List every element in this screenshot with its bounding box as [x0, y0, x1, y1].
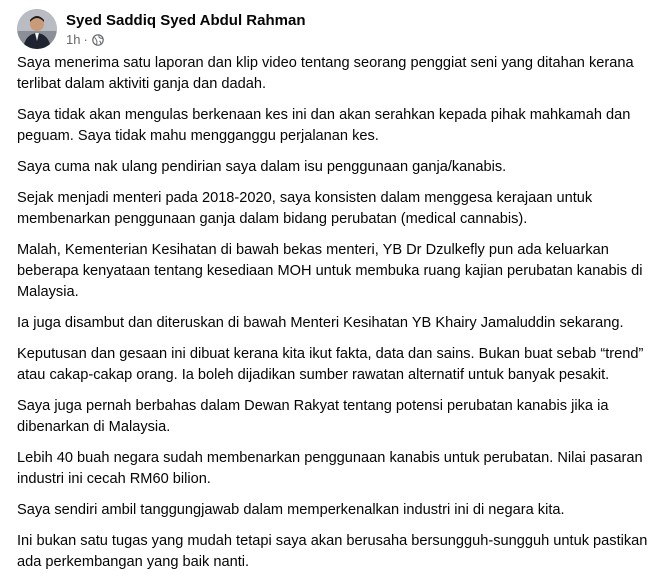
post-header [17, 7, 306, 51]
post-paragraph: Saya tidak akan mengulas berkenaan kes ini dan akan serahkan kepada pihak mahkamah dan peguam. Saya tidak mahu mengganggu perjalanan kes. [17, 107, 631, 144]
post-paragraph: Lebih 40 buah negara sudah membenarkan penggunaan kanabis untuk perubatan. Nilai pasaran industri ini cecah RM60 bilion. [17, 450, 643, 487]
post-paragraph: Ini bukan satu tugas yang mudah tetapi saya akan berusaha bersungguh-sungguh untuk pastikan ada perkembangan yang baik nanti. [17, 533, 648, 570]
post-paragraph: Saya juga pernah berbahas dalam Dewan Rakyat tentang potensi perubatan kanabis jika ia dibenarkan di Malaysia. [17, 398, 609, 435]
post-paragraph: Saya cuma nak ulang pendirian saya dalam isu penggunaan ganja/kanabis. [17, 159, 507, 175]
post-paragraph: Keputusan dan gesaan ini dibuat kerana kita ikut fakta, data dan sains. Bukan buat sebab “trend” atau cakap-cakap orang. Ia boleh dijadikan sumber rawatan alternatif untuk banyak pesakit. [17, 346, 644, 383]
post-paragraph: Ia juga disambut dan diteruskan di bawah Menteri Kesihatan YB Khairy Jamaluddin sekarang. [17, 315, 624, 331]
post-paragraph: Sejak menjadi menteri pada 2018-2020, saya konsisten dalam menggesa kerajaan untuk membenarkan penggunaan ganja dalam bidang perubatan (medical cannabis). [17, 190, 593, 227]
post-paragraph: Saya sendiri ambil tanggungjawab dalam memperkenalkan industri ini di negara kita. [17, 502, 565, 518]
post-paragraph: Saya menerima satu laporan dan klip video tentang seorang penggiat seni yang ditahan kerana terlibat dalam aktiviti ganja dan dadah. [17, 55, 634, 92]
post-subtitle [66, 32, 306, 48]
globe-icon[interactable] [92, 34, 104, 46]
separator-dot: · [83, 31, 88, 47]
avatar[interactable] [17, 9, 57, 49]
author-name[interactable]: Syed Saddiq Syed Abdul Rahman [66, 11, 306, 29]
post-paragraph: Malah, Kementerian Kesihatan di bawah bekas menteri, YB Dr Dzulkefly pun ada keluarkan beberapa kenyataan tentang kesediaan MOH untuk membuka ruang kajian perubatan kanabis di Malaysia. [17, 242, 643, 300]
post-meta [66, 11, 306, 48]
post-body [17, 53, 665, 583]
post-timestamp[interactable]: 1h [66, 31, 81, 47]
